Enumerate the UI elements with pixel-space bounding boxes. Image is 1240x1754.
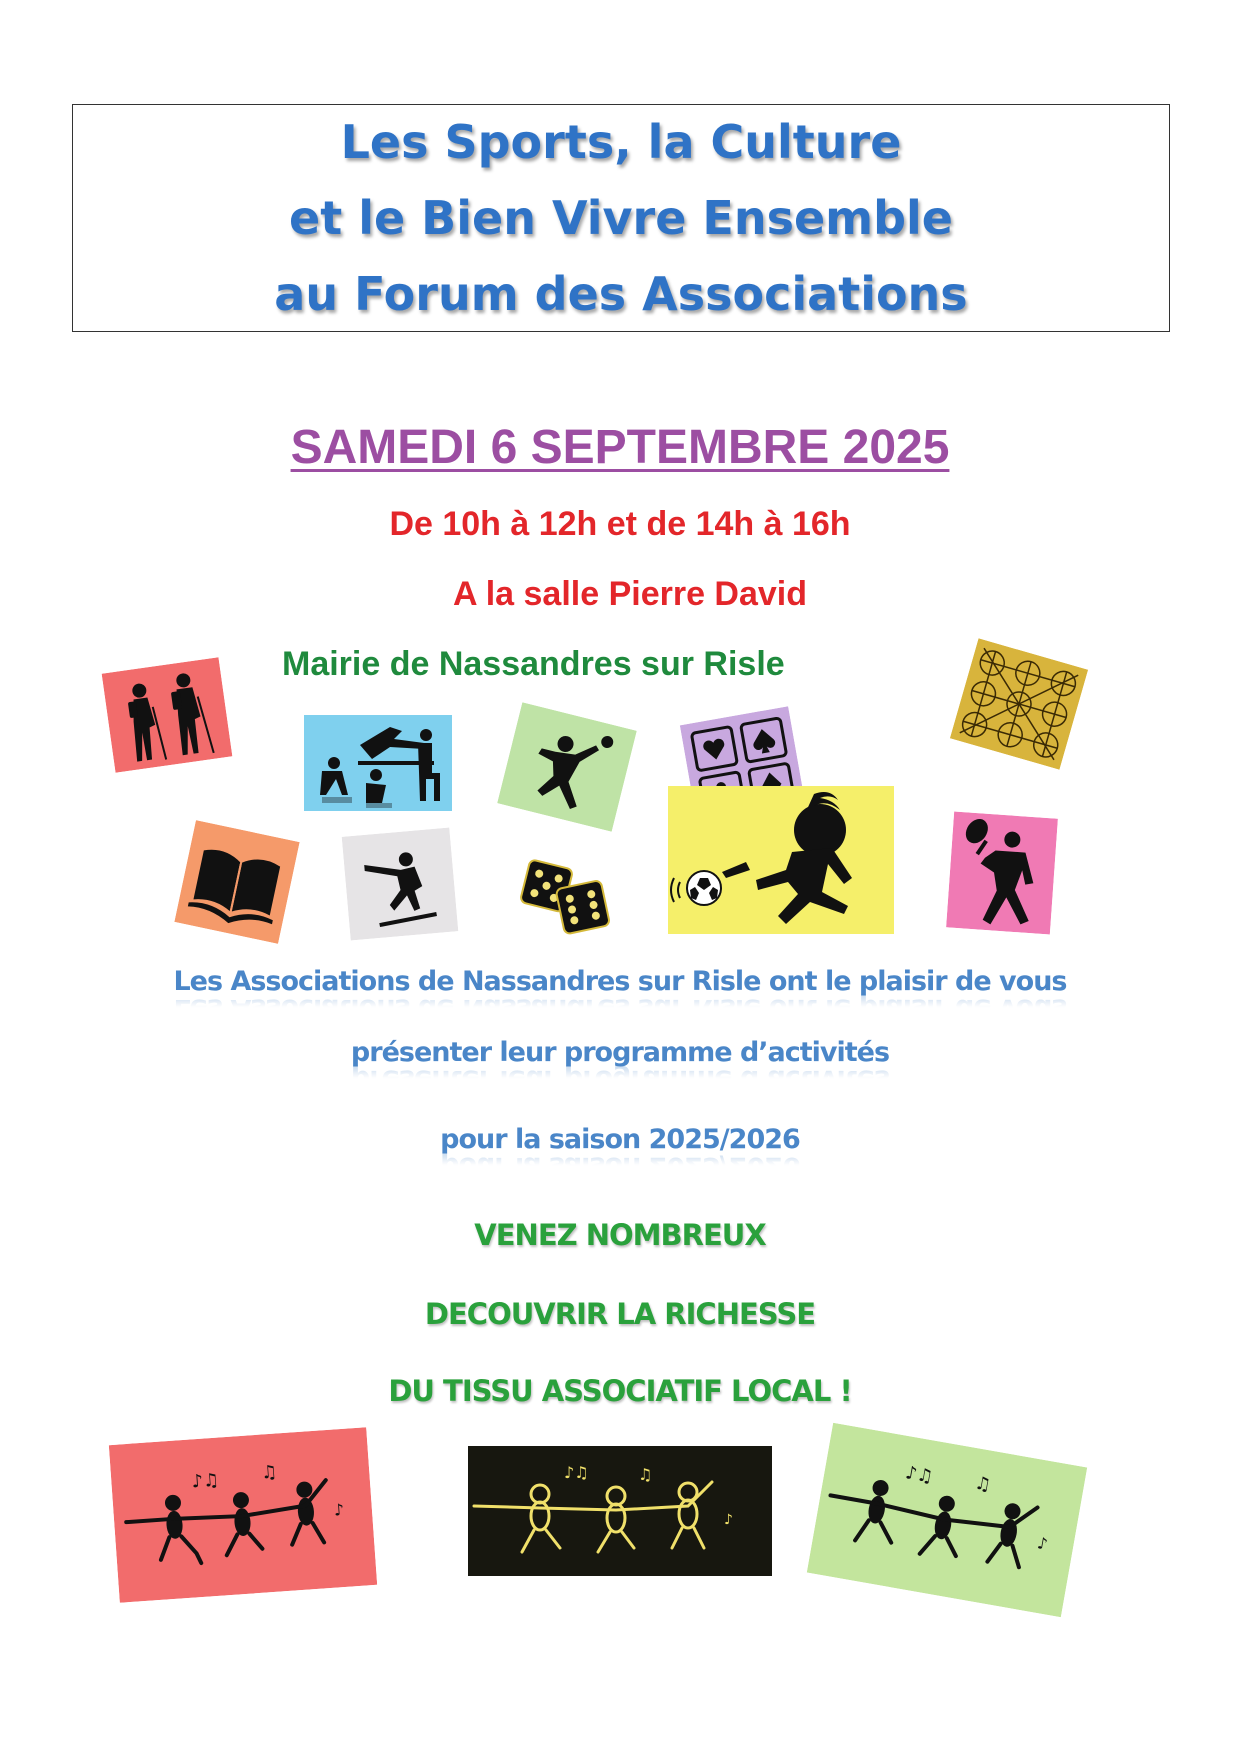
gym-icon [304, 715, 452, 811]
title-line-1: Les Sports, la Culture [340, 115, 902, 169]
intro-line-1: Les Associations de Nassandres sur Risle ont le plaisir de vous [173, 966, 1067, 997]
dance-chain-icon [468, 1446, 772, 1576]
dice-icon [512, 850, 618, 940]
cta-line-3: DU TISSU ASSOCIATIF LOCAL ! [388, 1374, 852, 1408]
title-line-2: et le Bien Vivre Ensemble [289, 191, 953, 245]
svg-text:♪: ♪ [1035, 1533, 1050, 1554]
svg-text:♪♫: ♪♫ [903, 1462, 935, 1488]
cta-line-1: VENEZ NOMBREUX [474, 1218, 766, 1252]
title-line-3: au Forum des Associations [274, 267, 968, 321]
svg-text:♫: ♫ [260, 1461, 278, 1484]
pattern-tile-icon [950, 638, 1088, 769]
book-icon [174, 820, 299, 944]
svg-text:♪♫: ♪♫ [190, 1469, 220, 1493]
event-venue: A la salle Pierre David [452, 575, 808, 613]
svg-text:♫: ♫ [973, 1472, 993, 1496]
svg-text:♫: ♫ [638, 1465, 653, 1484]
dancer-icon [342, 827, 459, 940]
event-date: SAMEDI 6 SEPTEMBRE 2025 [290, 421, 950, 474]
title-box [72, 104, 1170, 332]
svg-text:♪: ♪ [724, 1512, 733, 1528]
dance-chain-icon [807, 1423, 1087, 1617]
intro-line-2: présenter leur programme d’activités [350, 1037, 890, 1068]
svg-text:♪♫: ♪♫ [564, 1463, 589, 1482]
event-hours: De 10h à 12h et de 14h à 16h [389, 505, 851, 543]
dance-chain-icon [109, 1427, 377, 1603]
hikers-icon [102, 657, 233, 772]
cta-line-2: DECOUVRIR LA RICHESSE [424, 1297, 816, 1331]
svg-text:♪: ♪ [333, 1499, 345, 1520]
event-mairie: Mairie de Nassandres sur Risle [282, 645, 785, 683]
football-kid-icon [668, 786, 894, 934]
tennis-icon [946, 812, 1058, 935]
volleyball-icon [497, 702, 637, 831]
intro-line-3: pour la saison 2025/2026 [440, 1124, 800, 1155]
